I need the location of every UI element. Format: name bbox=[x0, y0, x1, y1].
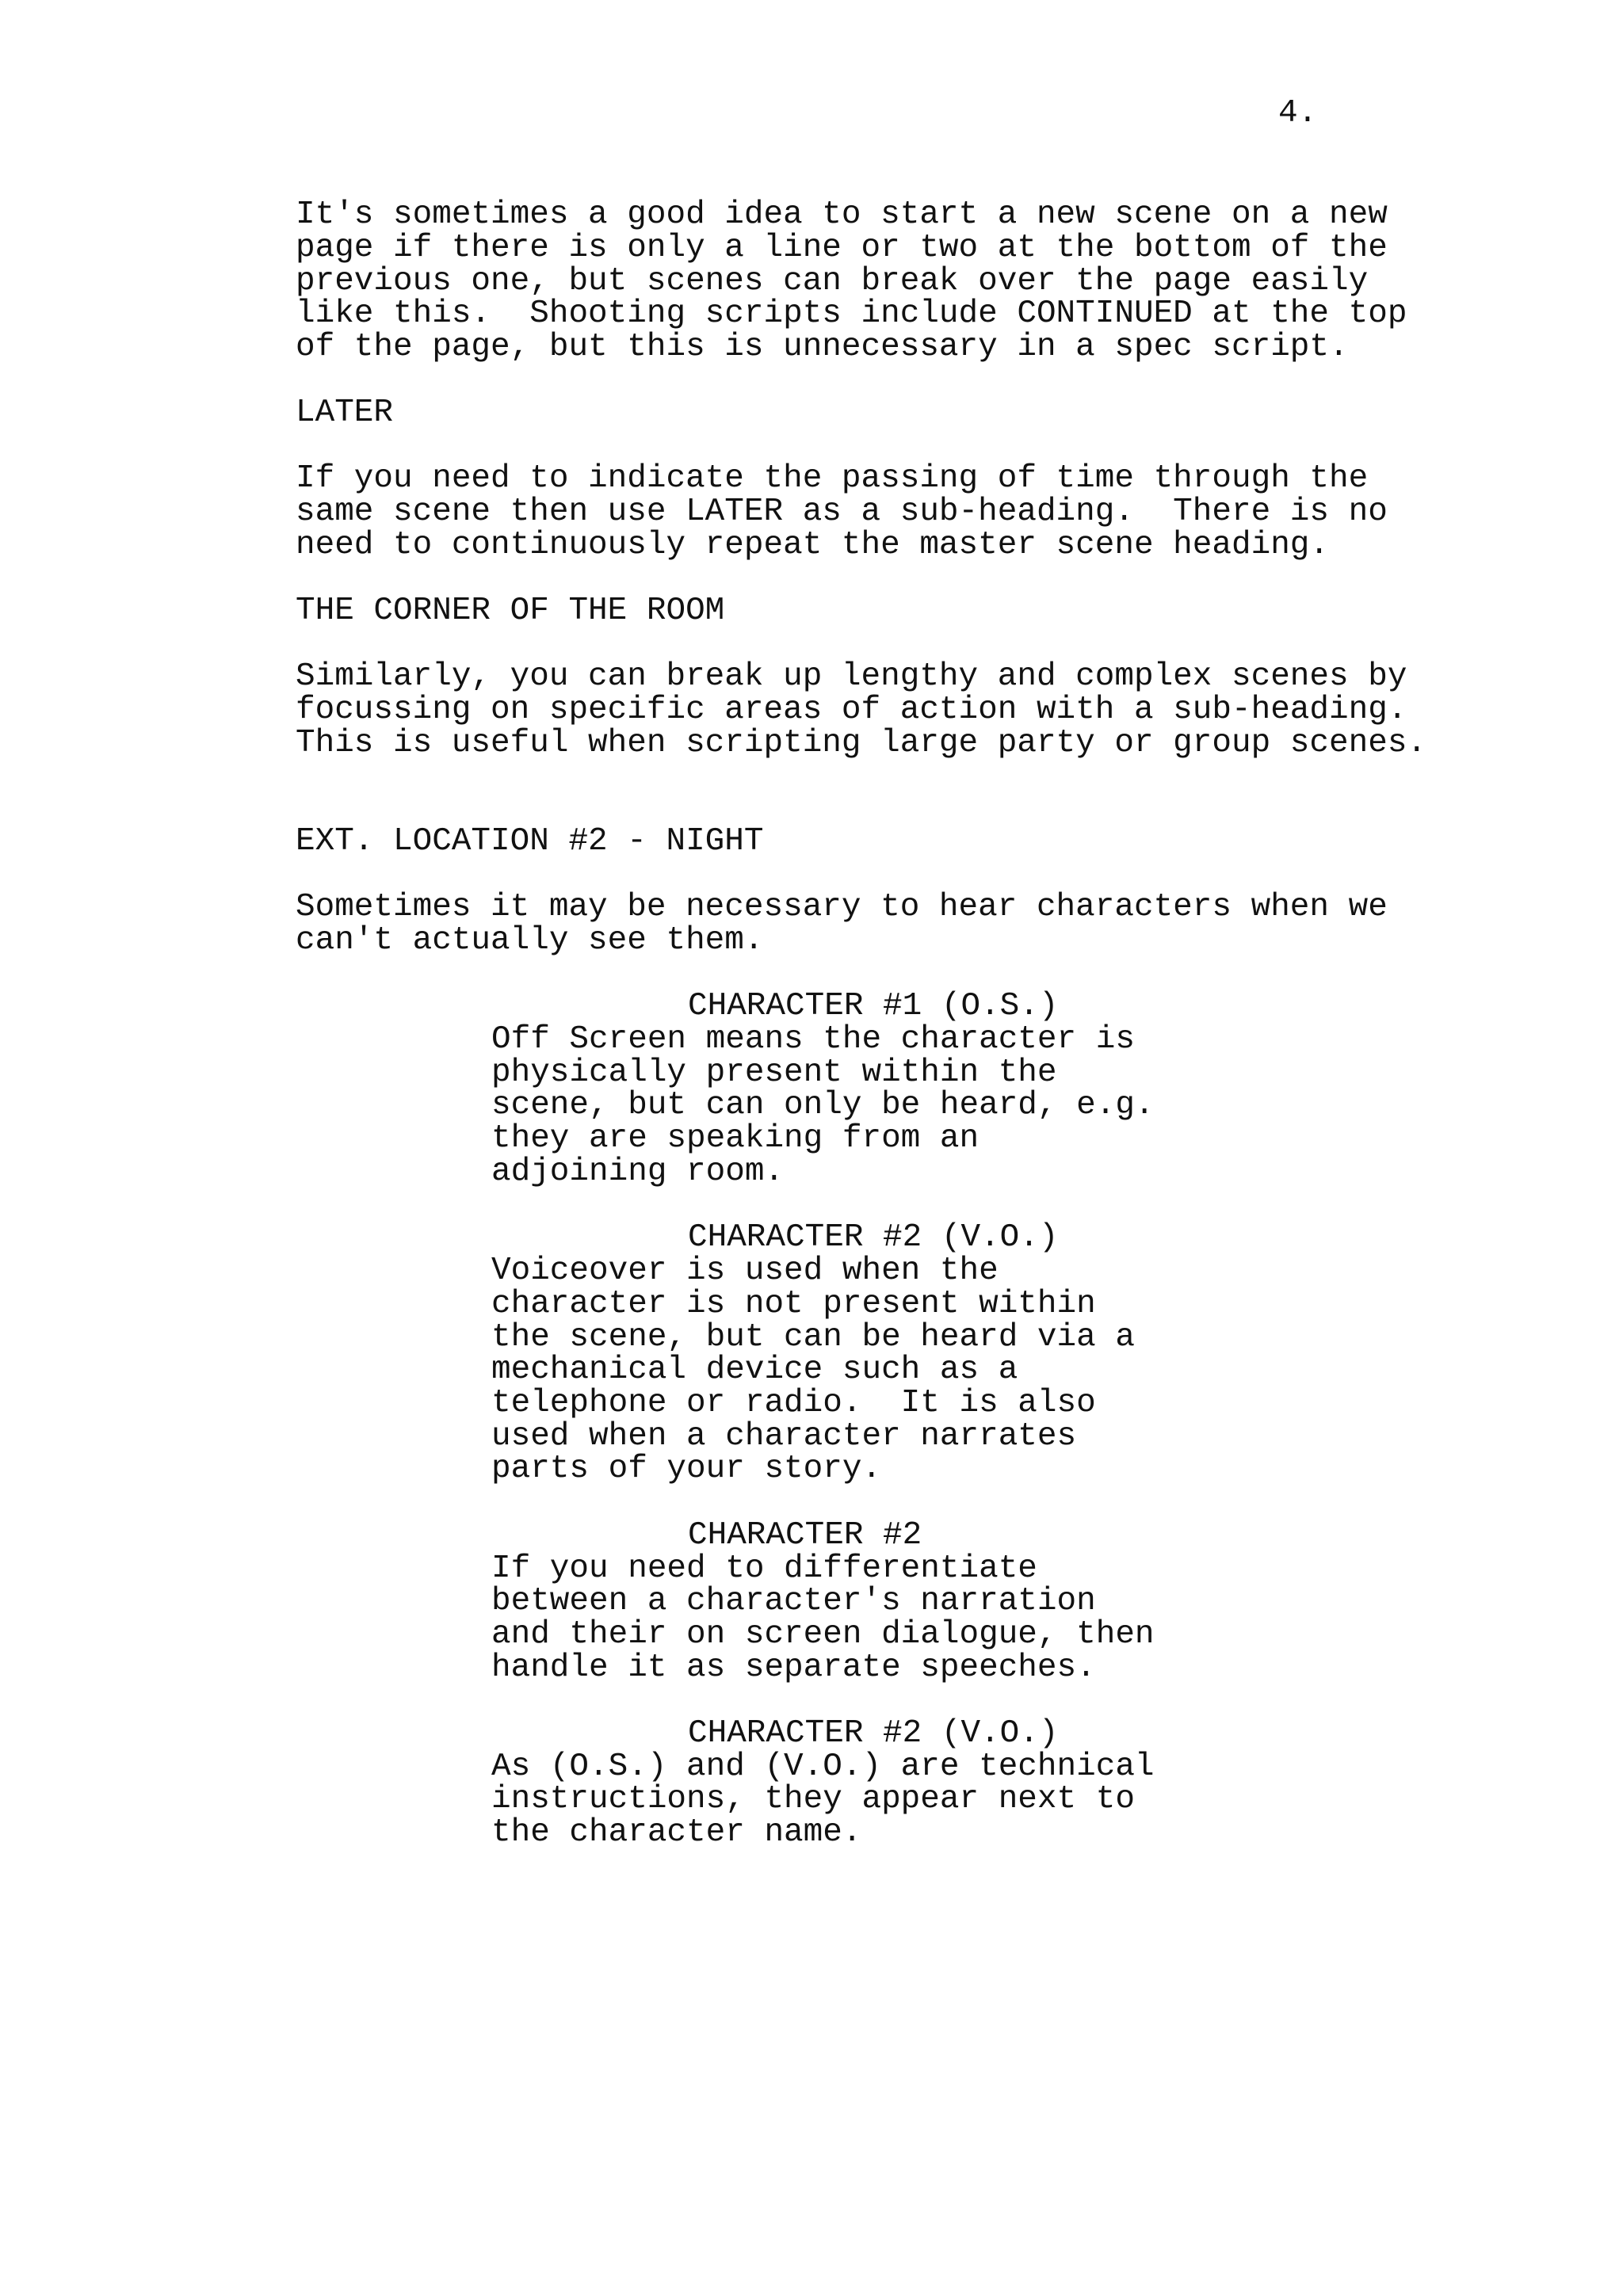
action-line: can't actually see them. bbox=[296, 922, 764, 959]
character-cue: CHARACTER #1 (O.S.) bbox=[688, 988, 1059, 1024]
action-line: page if there is only a line or two at the bottom of the bbox=[296, 230, 1388, 266]
action-line: same scene then use LATER as a sub-heading. There is no bbox=[296, 494, 1388, 530]
action-line: of the page, but this is unnecessary in a spec script. bbox=[296, 329, 1349, 365]
dialogue-line: telephone or radio. It is also bbox=[491, 1385, 1096, 1421]
action-line: focussing on specific areas of action with a sub-heading. bbox=[296, 692, 1407, 728]
dialogue-line: As (O.S.) and (V.O.) are technical bbox=[491, 1749, 1155, 1785]
dialogue-line: used when a character narrates bbox=[491, 1418, 1077, 1455]
dialogue-line: If you need to differentiate bbox=[491, 1550, 1037, 1587]
dialogue-line: the character name. bbox=[491, 1814, 862, 1851]
scene-heading: EXT. LOCATION #2 - NIGHT bbox=[296, 823, 764, 860]
dialogue-line: between a character's narration bbox=[491, 1583, 1096, 1619]
dialogue-line: scene, but can only be heard, e.g. bbox=[491, 1087, 1155, 1123]
action-line: If you need to indicate the passing of time through the bbox=[296, 460, 1369, 497]
dialogue-line: handle it as separate speeches. bbox=[491, 1650, 1096, 1686]
sub-heading-corner: THE CORNER OF THE ROOM bbox=[296, 593, 725, 629]
dialogue-line: character is not present within bbox=[491, 1286, 1096, 1322]
action-line: It's sometimes a good idea to start a new scene on a new bbox=[296, 196, 1388, 233]
action-line: This is useful when scripting large party or group scenes. bbox=[296, 725, 1427, 761]
character-cue: CHARACTER #2 (V.O.) bbox=[688, 1715, 1059, 1752]
action-line: Similarly, you can break up lengthy and complex scenes by bbox=[296, 658, 1407, 695]
sub-heading-later: LATER bbox=[296, 395, 394, 431]
dialogue-line: Voiceover is used when the bbox=[491, 1253, 999, 1289]
action-line: Sometimes it may be necessary to hear characters when we bbox=[296, 889, 1388, 925]
dialogue-line: the scene, but can be heard via a bbox=[491, 1319, 1135, 1356]
dialogue-line: parts of your story. bbox=[491, 1451, 882, 1487]
dialogue-line: they are speaking from an bbox=[491, 1120, 980, 1157]
dialogue-line: Off Screen means the character is bbox=[491, 1021, 1135, 1058]
dialogue-line: and their on screen dialogue, then bbox=[491, 1616, 1155, 1653]
action-line: previous one, but scenes can break over the page easily bbox=[296, 263, 1369, 299]
dialogue-line: mechanical device such as a bbox=[491, 1352, 1018, 1388]
dialogue-line: adjoining room. bbox=[491, 1154, 785, 1190]
action-line: like this. Shooting scripts include CONTINUED at the top bbox=[296, 296, 1407, 332]
page-number: 4. bbox=[1278, 95, 1318, 132]
dialogue-line: physically present within the bbox=[491, 1055, 1057, 1091]
dialogue-line: instructions, they appear next to bbox=[491, 1781, 1135, 1817]
character-cue: CHARACTER #2 bbox=[688, 1517, 922, 1554]
character-cue: CHARACTER #2 (V.O.) bbox=[688, 1219, 1059, 1256]
action-line: need to continuously repeat the master scene heading. bbox=[296, 527, 1330, 563]
